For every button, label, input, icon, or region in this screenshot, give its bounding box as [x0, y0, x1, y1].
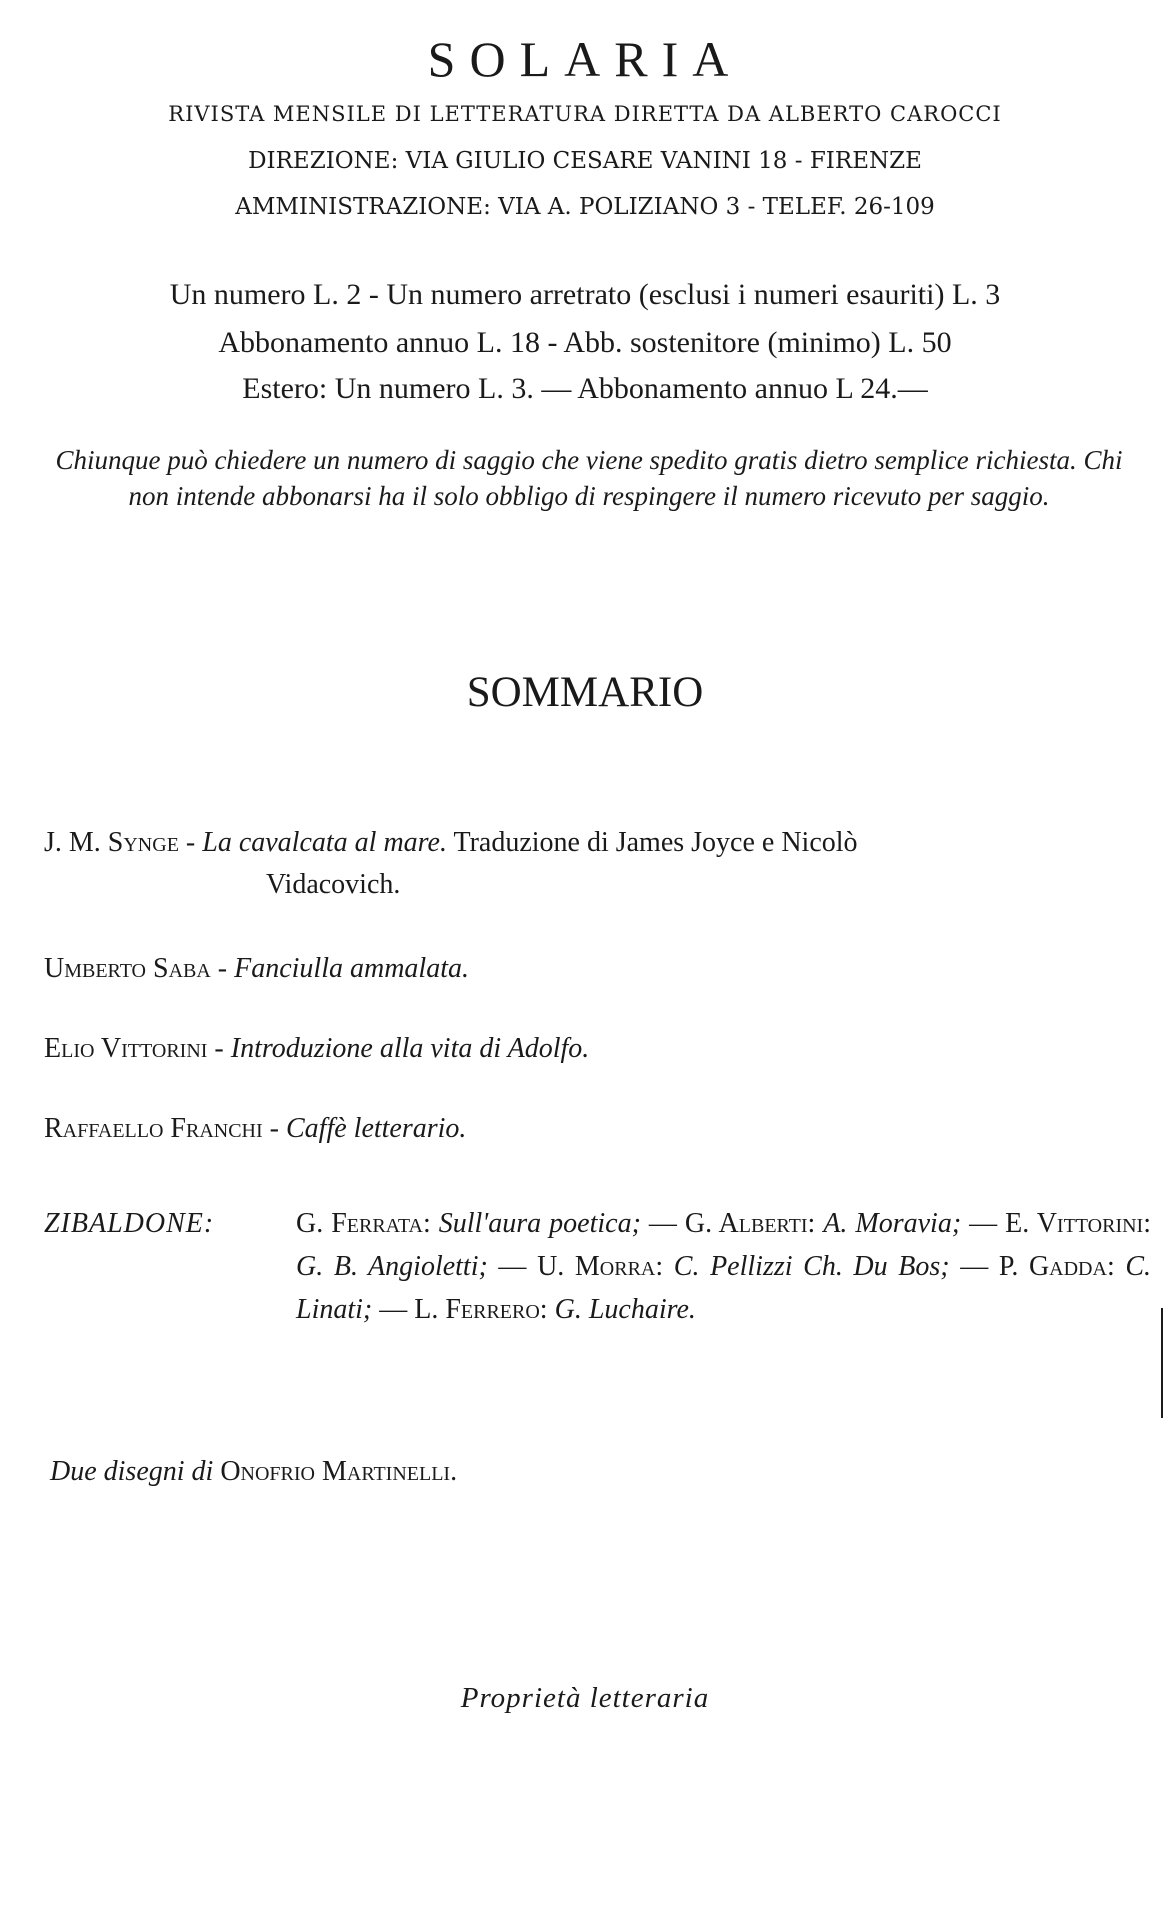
price-line-3: Estero: Un numero L. 3. — Abbonamento annuo L 24.—	[242, 372, 928, 405]
zib-dash: —	[961, 1208, 1006, 1239]
toc-entry	[44, 1108, 1154, 1150]
entry-extra-continued: Vidacovich.	[266, 869, 401, 900]
zib-author: G. Ferrata:	[296, 1208, 431, 1239]
zib-author: U. Morra:	[537, 1251, 664, 1282]
entry-author: Elio Vittorini	[44, 1033, 208, 1064]
magazine-subtitle: RIVISTA MENSILE DI LETTERATURA DIRETTA DA ALBERTO CAROCCI	[168, 102, 1002, 126]
price-line-1: Un numero L. 2 - Un numero arretrato (esclusi i numeri esauriti) L. 3	[169, 278, 1001, 311]
entry-author: J. M. Synge	[44, 827, 179, 858]
zib-dash: —	[372, 1294, 415, 1325]
entry-work: Fanciulla ammalata.	[234, 953, 469, 984]
sommario-heading: SOMMARIO	[466, 669, 704, 716]
zib-author: E. Vittorini:	[1005, 1208, 1151, 1239]
amministrazione-address: AMMINISTRAZIONE: VIA A. POLIZIANO 3 - TELEF. 26-109	[235, 194, 935, 220]
entry-work: Caffè letterario.	[286, 1113, 467, 1144]
zib-author: L. Ferrero:	[414, 1294, 548, 1325]
entry-work: La cavalcata al mare.	[202, 827, 447, 858]
direzione-address: DIREZIONE: VIA GIULIO CESARE VANINI 18 - FIRENZE	[248, 148, 922, 174]
zib-author: P. Gadda:	[998, 1251, 1115, 1282]
drawings-artist: Onofrio Martinelli.	[220, 1456, 458, 1487]
toc-entry	[44, 1028, 1154, 1070]
zib-work: A. Moravia;	[823, 1208, 962, 1239]
zib-work: C. Linati;	[296, 1251, 1152, 1325]
zibaldone-body	[296, 1202, 1151, 1331]
entry-separator: -	[210, 953, 235, 984]
entry-separator: -	[207, 1033, 231, 1064]
magazine-title: SOLARIA	[427, 31, 743, 87]
entry-work: Introduzione alla vita di Adolfo.	[230, 1033, 590, 1064]
zibaldone-label: ZIBALDONE:	[44, 1208, 215, 1239]
illustrations-credit	[50, 1456, 457, 1488]
entry-author: Umberto Saba	[44, 953, 211, 984]
toc-entry	[44, 948, 1154, 990]
margin-rule	[1161, 1308, 1163, 1418]
entry-author: Raffaello Franchi	[44, 1113, 263, 1144]
sample-notice: Chiunque può chiedere un numero di saggio che viene spedito gratis dietro semplice richiesta. Chi non intende abbonarsi ha il solo obbligo di respingere il numero ricevuto per saggio.	[55, 445, 1123, 511]
zib-dash: —	[487, 1251, 538, 1282]
entry-extra: Traduzione di James Joyce e Nicolò	[446, 827, 858, 858]
drawings-prefix: Due disegni di	[50, 1456, 214, 1487]
zib-work: C. Pellizzi Ch. Du Bos;	[673, 1251, 950, 1282]
zib-work: G. Luchaire.	[554, 1294, 696, 1325]
entry-separator: -	[178, 827, 203, 858]
price-line-2: Abbonamento annuo L. 18 - Abb. sostenitore (minimo) L. 50	[218, 326, 952, 359]
zib-work: G. B. Angioletti;	[296, 1251, 488, 1282]
zib-work: Sull'aura poetica;	[438, 1208, 641, 1239]
copyright-notice: Proprietà letteraria	[460, 1682, 710, 1714]
zib-author: G. Alberti:	[684, 1208, 816, 1239]
entry-separator: -	[262, 1113, 286, 1144]
toc-entry	[44, 822, 1154, 906]
zib-dash: —	[640, 1208, 685, 1239]
zib-dash: —	[949, 1251, 999, 1282]
